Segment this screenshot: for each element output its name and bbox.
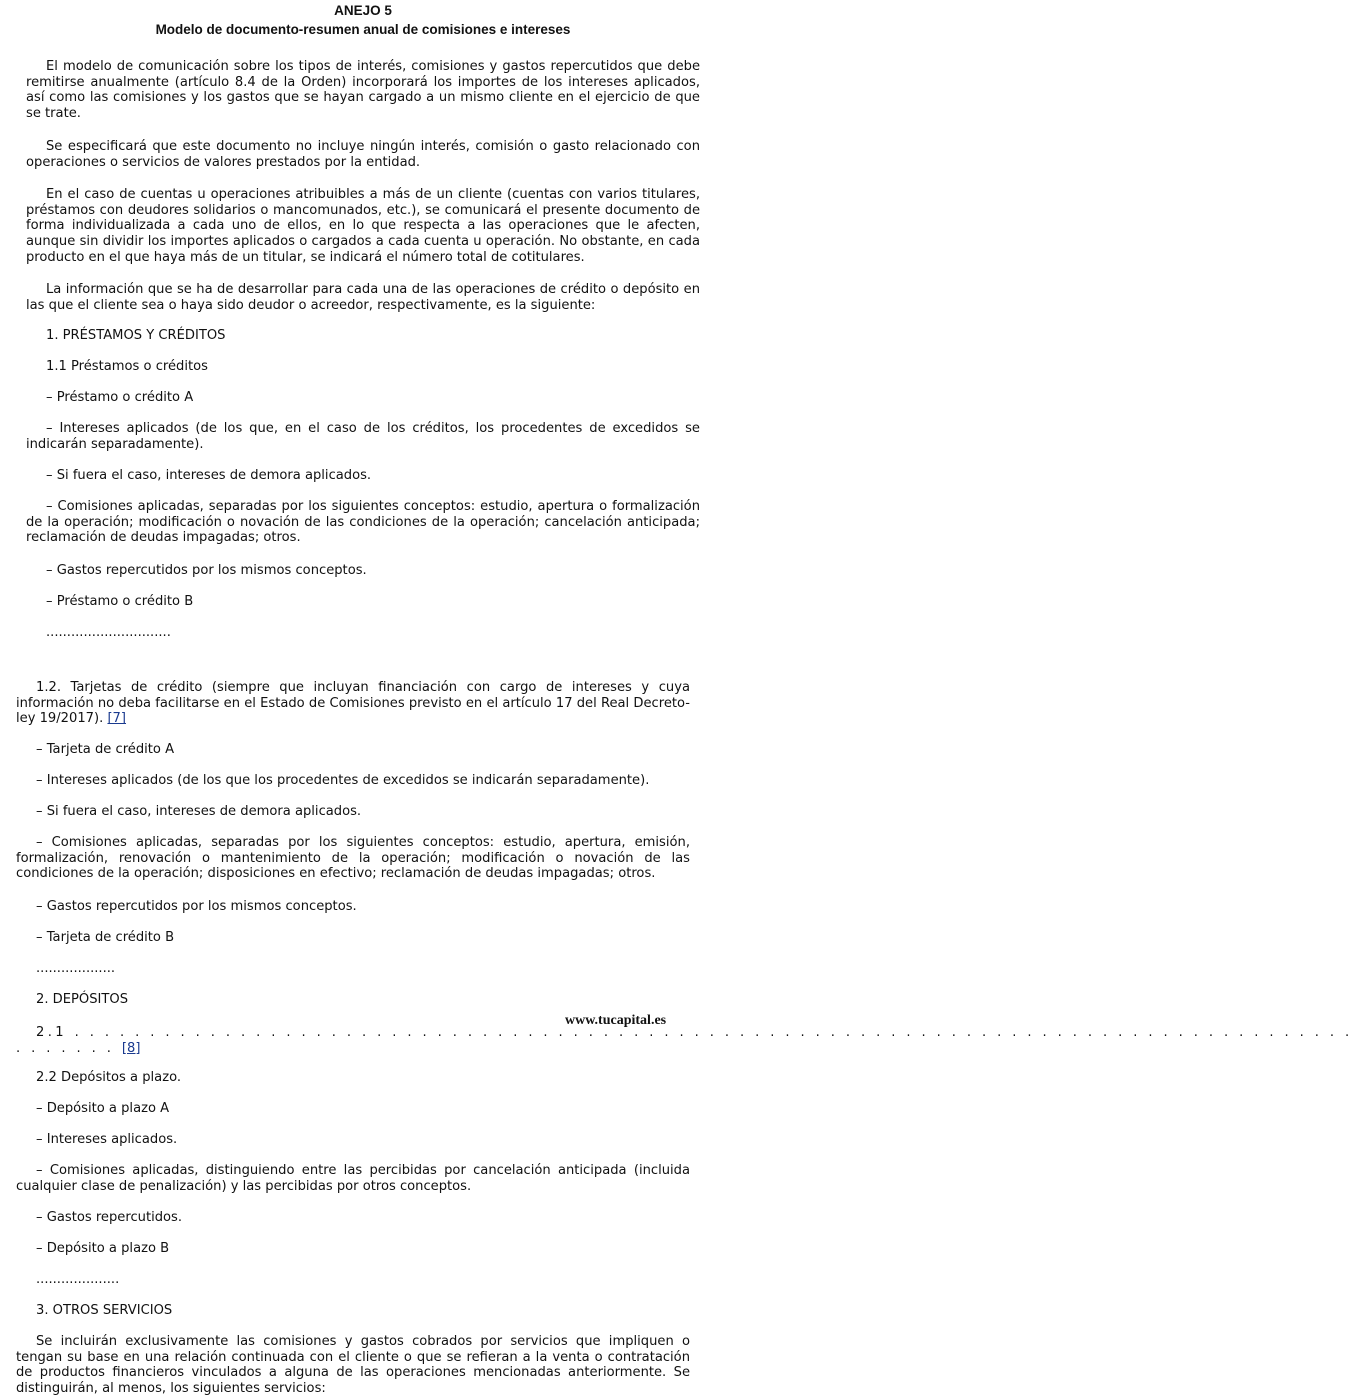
paragraph-exclusion: Se especificará que este documento no incluye ningún interés, comisión o gasto relacionado con operaciones o servicios de valores prestados por la entidad. [26, 139, 700, 170]
list-item-deposit-b: – Depósito a plazo B [36, 1241, 170, 1256]
list-item-loan-b: – Préstamo o crédito B [46, 594, 194, 609]
paragraph-cotitulares: En el caso de cuentas u operaciones atribuibles a más de un cliente (cuentas con varios titulares, préstamos con deudores solidarios o mancomunados, etc.), se comunicará el presente documento de forma individualizada a cada uno de ellos, en lo que respecta a las operaciones que le afecten, aunque sin dividir los importes aplicados o cargados a cada cuenta u operación. No obstante, en cada producto en el que haya más de un titular, se indicará el número total de cotitulares. [26, 187, 700, 265]
ellipsis-cards: ................... [36, 961, 116, 976]
list-item-card-interest: – Intereses aplicados (de los que los procedentes de excedidos se indicarán separadamente). [36, 773, 650, 788]
section-heading-otros-servicios: 3. OTROS SERVICIOS [36, 1303, 173, 1318]
footnote-link-7[interactable]: [7] [107, 711, 127, 727]
list-item-card-b: – Tarjeta de crédito B [36, 930, 175, 945]
subsection-depositos-plazo: 2.2 Depósitos a plazo. [36, 1070, 182, 1085]
annex-title: ANEJO 5 [334, 3, 392, 18]
footnote-link-8[interactable]: [8] [121, 1041, 141, 1056]
section-heading-depositos: 2. DEPÓSITOS [36, 992, 129, 1007]
paragraph-information: La información que se ha de desarrollar para cada una de las operaciones de crédito o depósito en las que el cliente sea o haya sido deudor o acreedor, respectivamente, es la siguiente: [26, 282, 700, 313]
list-item-deposit-interest: – Intereses aplicados. [36, 1132, 178, 1147]
item-2-1-continued [16, 1041, 140, 1057]
section-heading-prestamos: 1. PRÉSTAMOS Y CRÉDITOS [46, 328, 226, 343]
list-item-deposit-commissions: – Comisiones aplicadas, distinguiendo entre las percibidas por cancelación anticipada (incluida cualquier clase de penalización) y las percibidas por otros conceptos. [16, 1163, 690, 1194]
list-item-card-expenses: – Gastos repercutidos por los mismos conceptos. [36, 899, 357, 914]
paragraph-intro: El modelo de comunicación sobre los tipos de interés, comisiones y gastos repercutidos que debe remitirse anualmente (artículo 8.4 de la Orden) incorporará los importes de los intereses aplicados, así como las comisiones y los gastos que se hayan cargado a un mismo cliente en el ejercicio de que se trate. [26, 59, 700, 122]
list-item-card-a: – Tarjeta de crédito A [36, 742, 175, 757]
list-item-interest: – Intereses aplicados (de los que, en el caso de los créditos, los procedentes de excedidos se indicarán separadamente). [26, 421, 700, 452]
list-item-late-interest: – Si fuera el caso, intereses de demora aplicados. [46, 468, 372, 483]
list-item-commissions: – Comisiones aplicadas, separadas por los siguientes conceptos: estudio, apertura o formalización de la operación; modificación o novación de las condiciones de la operación; cancelación anticipada; reclamación de deudas impagadas; otros. [26, 499, 700, 546]
list-item-loan-a: – Préstamo o crédito A [46, 390, 194, 405]
list-item-card-commissions: – Comisiones aplicadas, separadas por los siguientes conceptos: estudio, apertura, emisión, formalización, renovación o mantenimiento de la operación; modificación o novación de las condiciones de la operación; disposiciones en efectivo; reclamación de deudas impagadas; otros. [16, 835, 690, 882]
ellipsis-loans: .............................. [46, 625, 171, 640]
subsection-tarjetas-text: 1.2. Tarjetas de crédito (siempre que incluyan financiación con cargo de intereses y cuya información no deba facilitarse en el Estado de Comisiones previsto en el artículo 17 del Real Decreto-ley 19/2017). [16, 680, 690, 727]
list-item-expenses: – Gastos repercutidos por los mismos conceptos. [46, 563, 367, 578]
subsection-tarjetas [16, 680, 690, 727]
list-item-deposit-expenses: – Gastos repercutidos. [36, 1210, 183, 1225]
item-2-1-dots: . . . . . . . [16, 1041, 115, 1056]
ellipsis-deposits: .................... [36, 1272, 120, 1287]
watermark: www.tucapital.es [565, 1013, 667, 1028]
paragraph-otros-servicios: Se incluirán exclusivamente las comisiones y gastos cobrados por servicios que impliquen o tengan su base en una relación continuada con el cliente o que se refieran a la venta o contratación de productos financieros vinculados a alguna de las operaciones mencionadas anteriormente. Se distinguirán, al menos, los siguientes servicios: [16, 1334, 690, 1397]
list-item-card-late: – Si fuera el caso, intereses de demora aplicados. [36, 804, 362, 819]
annex-subtitle: Modelo de documento-resumen anual de comisiones e intereses [155, 22, 571, 37]
item-2-1: 2.1 . . . . . . . . . . . . . . . . . . . . . . . . . . . . . . . . . . . . . . . . . . . . . . . . . . . . . . . . . . . . . . . . . . . . . . . . . . . . . . . . . . . . . [36, 1025, 1353, 1040]
subsection-prestamos: 1.1 Préstamos o créditos [46, 359, 208, 374]
list-item-deposit-a: – Depósito a plazo A [36, 1101, 170, 1116]
